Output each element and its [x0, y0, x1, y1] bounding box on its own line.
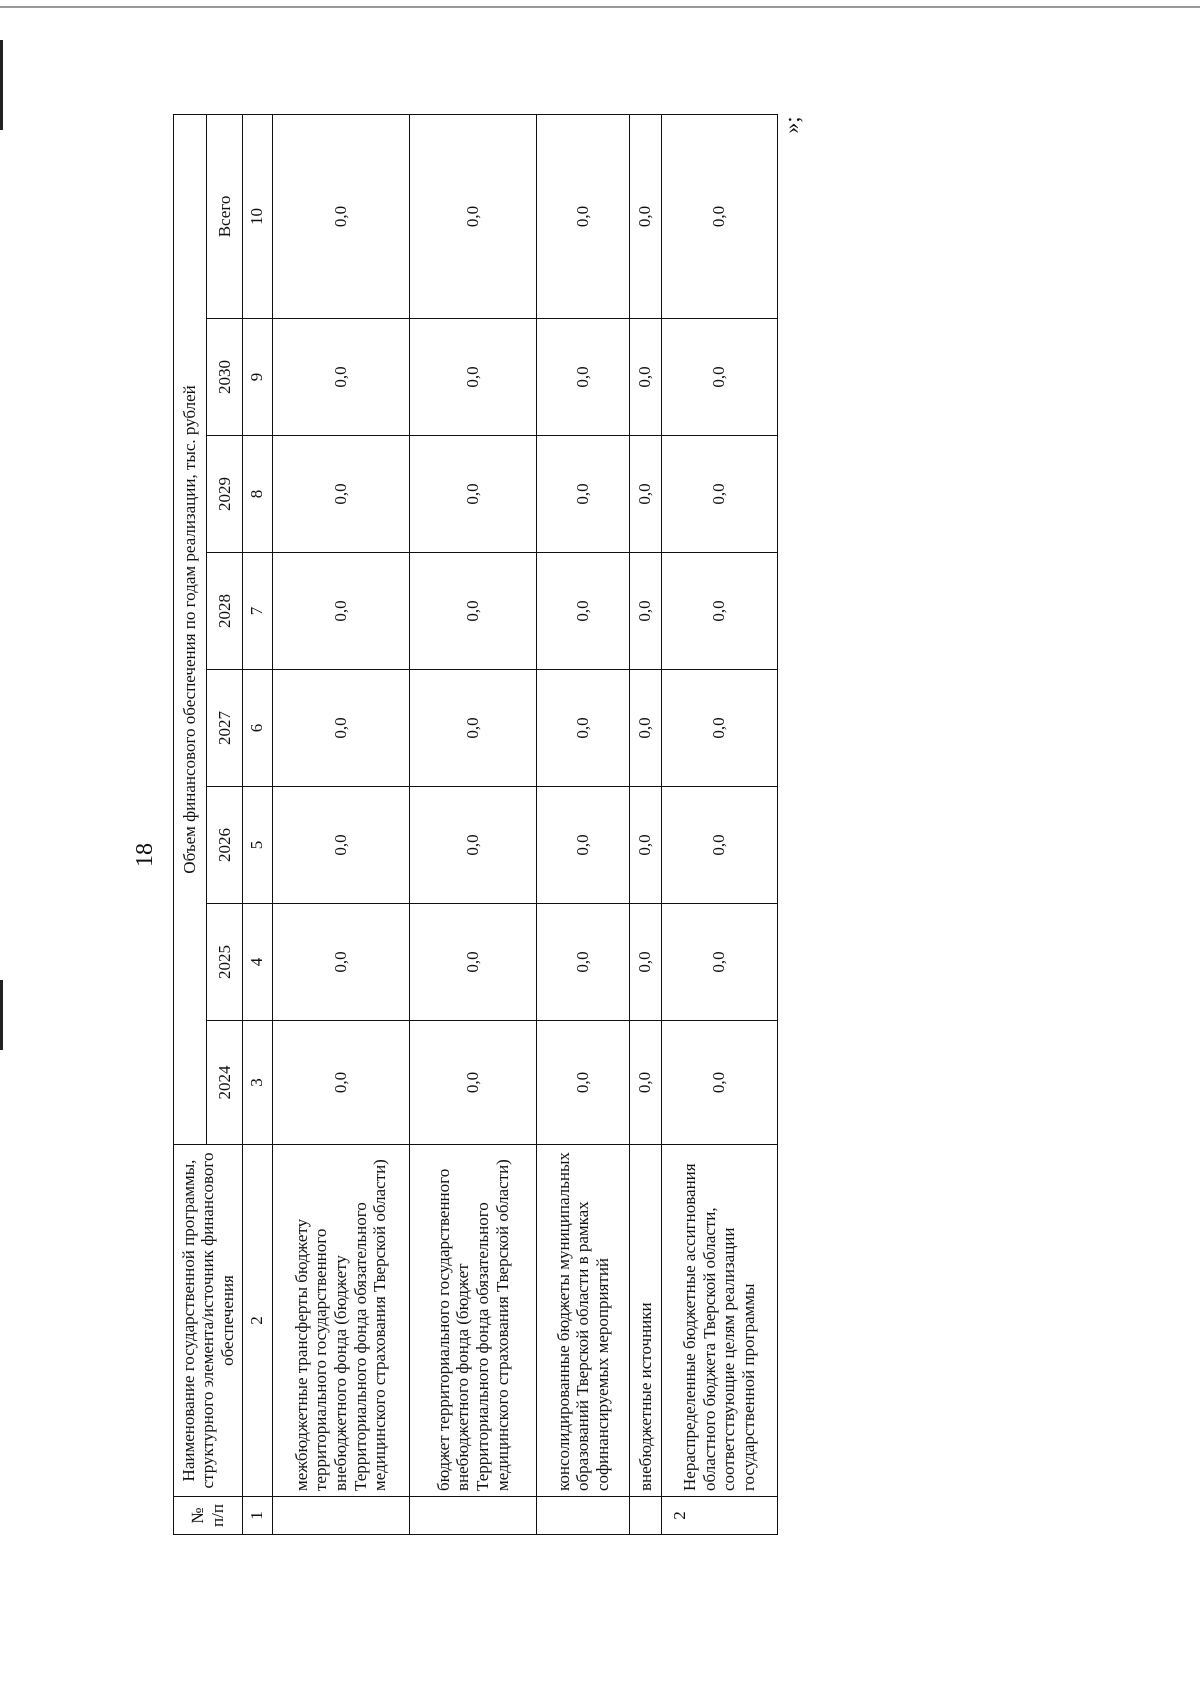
header-year-2028: 2028: [207, 553, 243, 670]
row-value: 0,0: [536, 1021, 629, 1145]
row-value: 0,0: [410, 670, 537, 787]
row-value: 0,0: [629, 1021, 661, 1145]
row-value: 0,0: [272, 670, 409, 787]
row-value: 0,0: [536, 670, 629, 787]
closing-mark: »;: [779, 116, 804, 134]
row-value: 0,0: [661, 904, 777, 1021]
column-number: 6: [243, 670, 273, 787]
row-value: 0,0: [661, 1021, 777, 1145]
row-value: 0,0: [629, 319, 661, 436]
column-number: 4: [243, 904, 273, 1021]
column-number: 1: [243, 1497, 273, 1535]
table-row: [536, 114, 629, 1534]
row-value: 0,0: [410, 436, 537, 553]
row-value: 0,0: [629, 904, 661, 1021]
row-total: 0,0: [536, 114, 629, 318]
row-value: 0,0: [536, 904, 629, 1021]
column-number: 8: [243, 436, 273, 553]
row-value: 0,0: [629, 436, 661, 553]
row-name: внебюджетные источники: [629, 1145, 661, 1497]
row-value: 0,0: [272, 787, 409, 904]
row-value: 0,0: [661, 670, 777, 787]
row-name: межбюджетные трансферты бюджету территориального государственного внебюджетного фонда (бюджету Территориального фонда обязательного медицинского страхования Тверской области): [272, 1145, 409, 1497]
row-number: [272, 1497, 409, 1535]
scan-artifact-top: [0, 6, 1200, 8]
column-number: 7: [243, 553, 273, 670]
row-name: бюджет территориального государственного внебюджетного фонда (бюджет Территориального фонда обязательного медицинского страхования Тверской области): [410, 1145, 537, 1497]
row-value: 0,0: [410, 787, 537, 904]
row-value: 0,0: [272, 904, 409, 1021]
table-row: [661, 114, 777, 1534]
column-numbers-row: [243, 114, 273, 1534]
header-year-2027: 2027: [207, 670, 243, 787]
row-total: 0,0: [661, 114, 777, 318]
table-row: [410, 114, 537, 1534]
row-value: 0,0: [410, 1021, 537, 1145]
table-row: [629, 114, 661, 1534]
row-value: 0,0: [661, 319, 777, 436]
row-total: 0,0: [629, 114, 661, 318]
scan-artifact-left-lower: [0, 980, 3, 1050]
row-number: [410, 1497, 537, 1535]
row-number: 2: [661, 1497, 777, 1535]
header-year-2029: 2029: [207, 436, 243, 553]
row-value: 0,0: [661, 553, 777, 670]
page-number: 18: [132, 843, 158, 867]
header-year-2030: 2030: [207, 319, 243, 436]
row-value: 0,0: [536, 553, 629, 670]
header-year-2024: 2024: [207, 1021, 243, 1145]
row-value: 0,0: [661, 436, 777, 553]
row-name: Нераспределенные бюджетные ассигнования областного бюджета Тверской области, соответствующие целям реализации государственной программы: [661, 1145, 777, 1497]
row-value: 0,0: [629, 553, 661, 670]
row-name: консолидированные бюджеты муниципальных образований Тверской области в рамках софинансируемых мероприятий: [536, 1145, 629, 1497]
row-value: 0,0: [536, 436, 629, 553]
row-number: [629, 1497, 661, 1535]
column-number: 3: [243, 1021, 273, 1145]
financing-table-wrapper: [173, 115, 778, 1535]
row-value: 0,0: [272, 436, 409, 553]
row-value: 0,0: [272, 553, 409, 670]
row-value: 0,0: [536, 787, 629, 904]
header-total: Всего: [207, 114, 243, 318]
row-value: 0,0: [410, 553, 537, 670]
row-value: 0,0: [629, 787, 661, 904]
row-value: 0,0: [272, 319, 409, 436]
header-name: Наименование государственной программы, структурного элемента/источник финансового обеспечения: [174, 1145, 243, 1497]
row-total: 0,0: [272, 114, 409, 318]
row-value: 0,0: [272, 1021, 409, 1145]
row-value: 0,0: [410, 319, 537, 436]
header-num: № п/п: [174, 1497, 243, 1535]
row-value: 0,0: [661, 787, 777, 904]
row-total: 0,0: [410, 114, 537, 318]
scan-artifact-left: [0, 40, 3, 130]
row-number: [536, 1497, 629, 1535]
column-number: 2: [243, 1145, 273, 1497]
column-number: 5: [243, 787, 273, 904]
header-funding-group: Объем финансового обеспечения по годам реализации, тыс. рублей: [174, 114, 207, 1144]
financing-table: [173, 114, 778, 1535]
column-number: 9: [243, 319, 273, 436]
row-value: 0,0: [410, 904, 537, 1021]
header-year-2026: 2026: [207, 787, 243, 904]
row-value: 0,0: [536, 319, 629, 436]
column-number: 10: [243, 114, 273, 318]
table-row: [272, 114, 409, 1534]
header-year-2025: 2025: [207, 904, 243, 1021]
row-value: 0,0: [629, 670, 661, 787]
